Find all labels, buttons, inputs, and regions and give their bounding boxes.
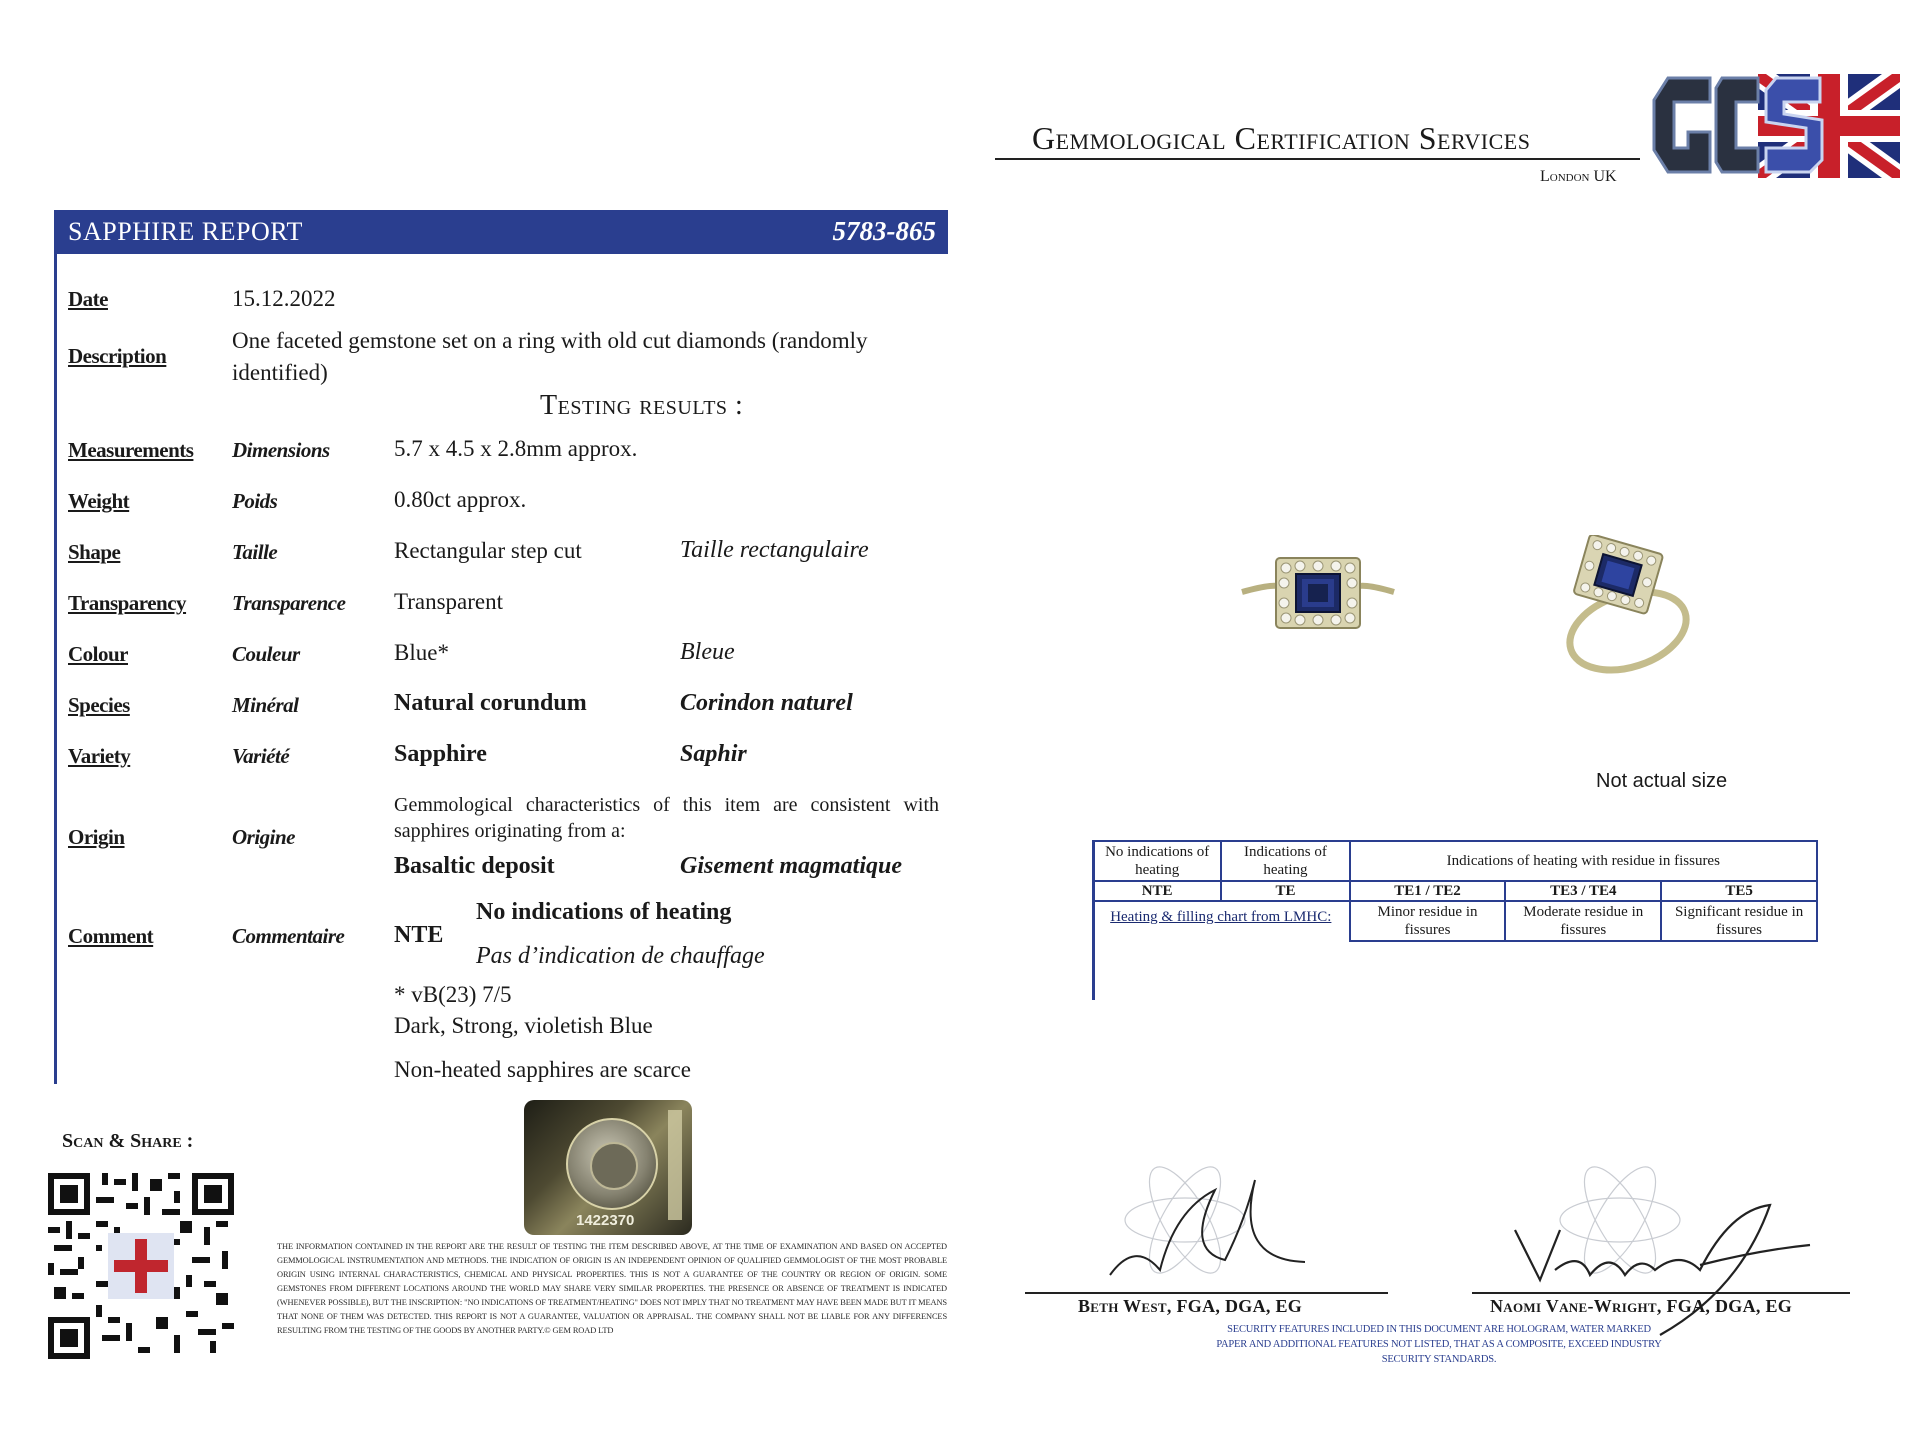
colour-value: Blue* [394,640,449,665]
measurements-label: Measurements [68,438,194,462]
date-label: Date [68,287,108,311]
transparency-fr: Transparence [232,591,346,615]
description-value: One faceted gemstone set on a ring with old cut diamonds (randomly identified) [232,328,868,385]
ring-angled-graphic [1550,535,1700,675]
org-underline [995,158,1640,160]
lock-icon [590,1142,638,1190]
comment-label: Comment [68,924,154,948]
code-te3-te4: TE3 / TE4 [1505,881,1661,901]
org-name: Gemmological Certification Services [1032,120,1531,156]
report-title: SAPPHIRE REPORT [68,217,303,246]
security-note: SECURITY FEATURES INCLUDED IN THIS DOCUMENT ARE HOLOGRAM, WATER MARKED PAPER AND ADDITIONAL FEATURES NOT LISTED, THAT AS A COMPOSITE, EXCEED INDUSTRY SECURITY STANDARDS. [1216,1324,1662,1365]
code-nte: NTE [1093,881,1221,901]
qr-code-graphic [48,1173,234,1359]
code-te1-te2: TE1 / TE2 [1350,881,1506,901]
shape-fr: Taille [232,540,278,564]
variety-fr: Variété [232,744,290,768]
hologram-stripe [668,1110,682,1220]
gcs-logo-graphic [1650,70,1900,182]
signature-left [1105,1150,1305,1290]
hologram-disc [566,1118,658,1210]
gcs-logo [1650,70,1900,182]
comment-code: NTE [394,922,444,948]
code-te5: TE5 [1661,881,1817,901]
variety-label: Variety [68,744,131,768]
origin-fr: Origine [232,825,296,849]
shape-value: Rectangular step cut [394,538,582,563]
variety-value-fr: Saphir [680,741,747,767]
shape-value-fr: Taille rectangulaire [680,537,869,563]
signature-right-name: Naomi Vane-Wright, FGA, DGA, EG [1490,1296,1793,1316]
comment-text-fr: Pas d’indication de chauffage [476,943,765,969]
org-location: London UK [1540,168,1617,185]
origin-value-fr: Gisement magmatique [680,853,902,879]
origin-label: Origin [68,825,125,849]
qr-code[interactable] [48,1173,234,1359]
heading-indications: Indications of heating [1221,841,1349,881]
species-value-fr: Corindon naturel [680,690,853,716]
transparency-value: Transparent [394,589,504,614]
species-label: Species [68,693,130,717]
desc-moderate: Moderate residue in fissures [1505,901,1661,941]
transparency-label: Transparency [68,591,187,615]
color-description: Dark, Strong, violetish Blue [394,1013,653,1038]
disclaimer-text: THE INFORMATION CONTAINED IN THE REPORT ARE THE RESULT OF TESTING THE ITEM DESCRIBED ABOVE, AT THE TIME OF EXAMINATION AND BASED ON ACCEPTED GEMMOLOGICAL INSTRUMENTATION AND METHODS. THE INDICATION OF ORIGIN IS AN INDEPENDENT OPINION OF QUALIFIED GEMMOLOGIST OF THE MOST PROBABLE ORIGIN USING INTERNAL CHARACTERISTICS, CHEMICAL AND PHYSICAL PROPERTIES. THIS IS NOT A GUARANTEE OF THE COUNTRY OR REGION OF ORIGIN. SOME GEMSTONES FROM DIFFERENT LOCATIONS AROUND THE WORLD MAY SHARE VERY SIMILAR PROPERTIES. THE PRESENCE OR ABSENCE OF TREATMENT IS INDICATED (WHENEVER POSSIBLE), BUT THE INSCRIPTION: "NO INDICATIONS OF TREATMENT/HEATING" DOES NOT IMPLY THAT NO TREATMENT MAY HAVE BEEN MADE BUT IT MEANS THAT NONE OF THEM WAS DETECTED. THIS REPORT IS NOT A GUARANTEE, VALUATION OR APPRAISAL. THE COMPANY SHALL NOT BE LIABLE FOR ANY DIFFERENCES RESULTING FROM THE TESTING OF THE GOODS BY ANOTHER PARTY.© GEM ROAD LTD [277,1242,947,1335]
scan-share-label: Scan & Share : [62,1130,194,1152]
desc-significant: Significant residue in fissures [1661,901,1817,941]
origin-value: Basaltic deposit [394,853,555,879]
comment-fr: Commentaire [232,924,345,948]
report-number: 5783-865 [832,216,936,246]
heating-table [1092,840,1818,942]
description-label: Description [68,344,167,368]
desc-minor: Minor residue in fissures [1350,901,1506,941]
colour-fr: Couleur [232,642,300,666]
origin-note: Gemmological characteristics of this item are consistent with sapphires originating from a: [394,794,939,842]
code-te: TE [1221,881,1349,901]
weight-label: Weight [68,489,130,513]
species-value: Natural corundum [394,690,587,716]
comment-note: Non-heated sapphires are scarce [394,1057,691,1082]
report-header [54,210,948,254]
lmhc-chart-link[interactable]: Heating & filling chart from LMHC: [1110,909,1332,925]
measurements-fr: Dimensions [232,438,330,462]
testing-results-title: Testing results : [540,390,744,421]
signature-left-graphic [1105,1150,1305,1290]
table-left-border [1092,840,1095,1000]
comment-text: No indications of heating [476,899,732,925]
signature-right-line [1472,1292,1850,1294]
weight-fr: Poids [232,489,278,513]
ring-image-angled [1550,535,1700,675]
heading-no-indications: No indications of heating [1093,841,1221,881]
measurements-value: 5.7 x 4.5 x 2.8mm approx. [394,436,638,461]
ring-image-front [1238,548,1398,638]
security-hologram [524,1100,692,1235]
shape-label: Shape [68,540,121,564]
colour-value-fr: Bleue [680,639,735,665]
colour-label: Colour [68,642,128,666]
hologram-number: 1422370 [576,1212,635,1229]
signature-left-name: Beth West, FGA, DGA, EG [1078,1296,1303,1316]
image-caption: Not actual size [1596,770,1728,792]
species-fr: Minéral [232,693,299,717]
date-value: 15.12.2022 [232,286,336,311]
heading-residue: Indications of heating with residue in fissures [1350,841,1817,881]
ring-front-graphic [1238,548,1398,638]
variety-value: Sapphire [394,741,487,767]
weight-value: 0.80ct approx. [394,487,527,512]
signature-left-line [1025,1292,1388,1294]
color-code: * vB(23) 7/5 [394,982,512,1007]
report-left-border [54,254,57,1084]
